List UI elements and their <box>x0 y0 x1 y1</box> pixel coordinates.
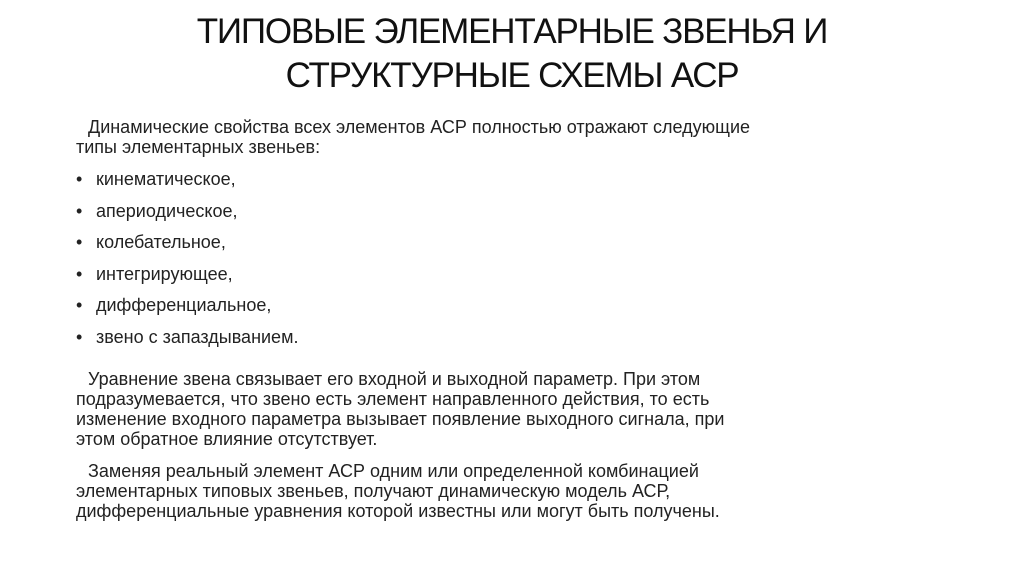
para3-line-3-text: дифференциальные уравнения которой известны или могут быть получены. <box>76 500 720 521</box>
list-item-text: звено с запаздыванием. <box>96 326 299 347</box>
link-types-list <box>76 169 956 359</box>
bullet-icon: • <box>76 169 83 189</box>
para2-line-3-text: изменение входного параметра вызывает появление выходного сигнала, при <box>76 408 725 429</box>
paragraph-line <box>76 409 956 429</box>
list-item <box>76 201 956 233</box>
list-item <box>76 232 956 264</box>
para3-line-1-text: Заменяя реальный элемент АСР одним или определенной комбинацией <box>88 460 699 481</box>
list-item <box>76 327 956 359</box>
bullet-icon: • <box>76 263 83 284</box>
list-item-text: дифференциальное, <box>96 295 272 316</box>
bullet-icon: • <box>76 232 83 253</box>
list-item-text: кинематическое, <box>96 169 236 189</box>
paragraph-line <box>76 389 956 409</box>
list-item-text: апериодическое, <box>96 200 238 221</box>
equation-paragraph <box>76 369 956 449</box>
title-line-2: СТРУКТУРНЫЕ СХЕМЫ АСР <box>285 56 739 95</box>
paragraph-line <box>76 429 956 449</box>
list-item <box>76 295 956 327</box>
title-line-1: ТИПОВЫЕ ЭЛЕМЕНТАРНЫЕ ЗВЕНЬЯ И <box>196 12 828 51</box>
bullet-icon: • <box>76 200 83 221</box>
para2-line-2-text: подразумевается, что звено есть элемент направленного действия, то есть <box>76 388 710 409</box>
list-item-text: интегрирующее, <box>96 263 233 284</box>
slide-title <box>60 10 964 98</box>
model-paragraph <box>76 461 956 521</box>
paragraph-line <box>76 369 956 389</box>
slide-body <box>76 117 956 533</box>
list-item <box>76 264 956 296</box>
paragraph-line <box>76 461 956 481</box>
para3-line-2-text: элементарных типовых звеньев, получают динамическую модель АСР, <box>76 480 671 501</box>
intro-line-2-text: типы элементарных звеньев: <box>76 137 321 157</box>
paragraph-line <box>76 481 956 501</box>
bullet-icon: • <box>76 295 83 316</box>
para2-line-1-text: Уравнение звена связывает его входной и выходной параметр. При этом <box>88 368 701 389</box>
intro-paragraph <box>76 117 956 157</box>
para2-line-4-text: этом обратное влияние отсутствует. <box>76 428 378 449</box>
intro-line <box>76 117 956 137</box>
intro-line <box>76 137 956 157</box>
bullet-icon: • <box>76 326 83 347</box>
paragraph-line <box>76 501 956 521</box>
list-item-text: колебательное, <box>96 232 226 253</box>
intro-line-1-text: Динамические свойства всех элементов АСР полностью отражают следующие <box>88 117 751 137</box>
list-item <box>76 169 956 201</box>
